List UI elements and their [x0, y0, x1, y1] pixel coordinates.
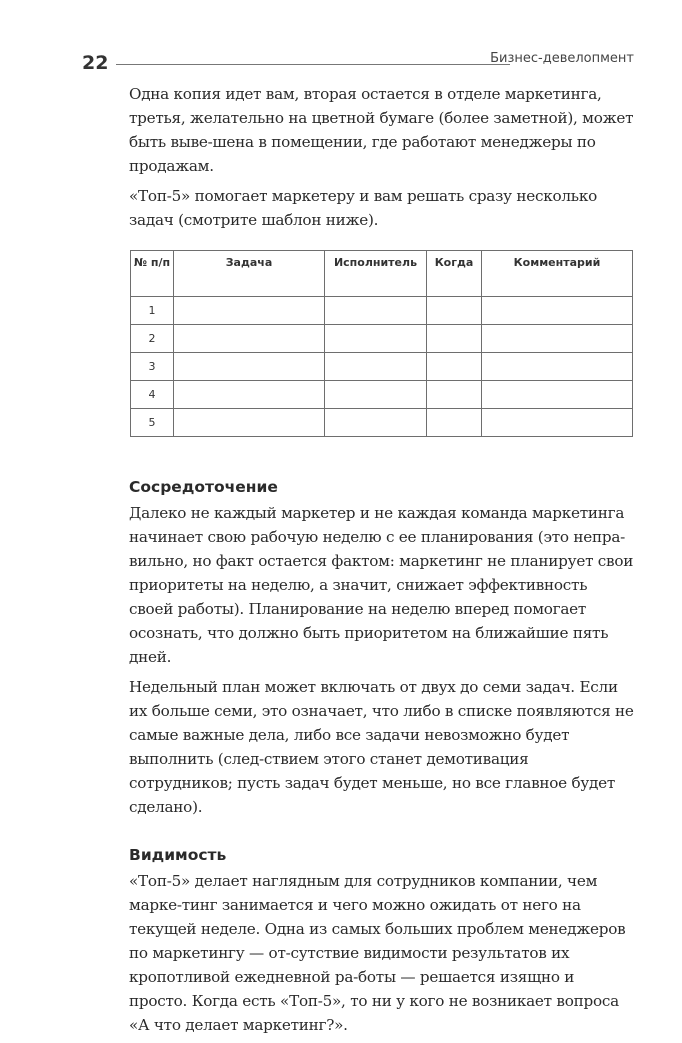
performer-cell [325, 297, 427, 325]
when-cell [427, 381, 482, 409]
when-cell [427, 297, 482, 325]
section-spacer [129, 825, 634, 831]
table-header-row [131, 251, 633, 297]
column-header-task: Задача [174, 251, 325, 297]
task-cell [174, 381, 325, 409]
page-number: 22 [82, 52, 109, 74]
section-heading-focus: Сосредоточение [129, 478, 278, 496]
intro-paragraph-1: Одна копия идет вам, вторая остается в отделе маркетинга, третья, желательно на цветной бумаге (более заметной), может быть выве-шена в помещении, где работают менеджеры по продажам. [129, 85, 634, 175]
comment-cell [482, 409, 633, 437]
task-cell [174, 325, 325, 353]
task-cell [174, 353, 325, 381]
task-cell [174, 297, 325, 325]
table-row [131, 353, 633, 381]
table-row [131, 409, 633, 437]
page-body [129, 82, 634, 1043]
row-number-cell: 4 [131, 381, 174, 409]
header-rule [116, 64, 510, 65]
focus-paragraph-2: Недельный план может включать от двух до семи задач. Если их больше семи, это означает, что либо в списке появляются не самые важные дела, либо все задачи невозможно будет выполнить (след-ствием этого станет демотивация сотрудников; пусть задач будет меньше, но все главное будет сделано). [129, 678, 634, 816]
comment-cell [482, 325, 633, 353]
when-cell [427, 409, 482, 437]
task-cell [174, 409, 325, 437]
performer-cell [325, 353, 427, 381]
visibility-paragraph-1: «Топ-5» делает наглядным для сотрудников компании, чем марке-тинг занимается и чего можно ожидать от него на текущей неделе. Одна из самых больших проблем менеджеров по маркетингу — от-сутствие видимости результатов их кропотливой ежедневной ра-боты — решается изящно и просто. Когда есть «Топ-5», то ни у кого не возникает вопроса «А что делает маркетинг?». [129, 872, 626, 1034]
row-number-cell: 2 [131, 325, 174, 353]
table-row [131, 381, 633, 409]
performer-cell [325, 409, 427, 437]
focus-paragraph-1: Далеко не каждый маркетер и не каждая команда маркетинга начинает свою рабочую неделю с ее планирования (это непра-вильно, но факт остается фактом: маркетинг не планирует свои приоритеты на неделю, а значит, снижает эффективность своей работы). Планирование на неделю вперед помогает осознать, что должно быть приоритетом на ближайшие пять дней. [129, 504, 634, 666]
intro-paragraph-2: «Топ-5» помогает маркетеру и вам решать сразу несколько задач (смотрите шаблон ниже). [129, 187, 597, 229]
performer-cell [325, 325, 427, 353]
performer-cell [325, 381, 427, 409]
column-header-comment: Комментарий [482, 251, 633, 297]
column-header-number: № п/п [131, 251, 174, 297]
column-header-performer: Исполнитель [325, 251, 427, 297]
row-number-cell: 1 [131, 297, 174, 325]
comment-cell [482, 297, 633, 325]
table-row [131, 297, 633, 325]
comment-cell [482, 353, 633, 381]
page-header [82, 48, 634, 76]
section-heading-visibility: Видимость [129, 846, 227, 864]
running-title: Бизнес-девелопмент [490, 51, 634, 66]
comment-cell [482, 381, 633, 409]
table-row [131, 325, 633, 353]
top5-template-table [130, 250, 633, 437]
when-cell [427, 325, 482, 353]
column-header-when: Когда [427, 251, 482, 297]
row-number-cell: 5 [131, 409, 174, 437]
row-number-cell: 3 [131, 353, 174, 381]
when-cell [427, 353, 482, 381]
